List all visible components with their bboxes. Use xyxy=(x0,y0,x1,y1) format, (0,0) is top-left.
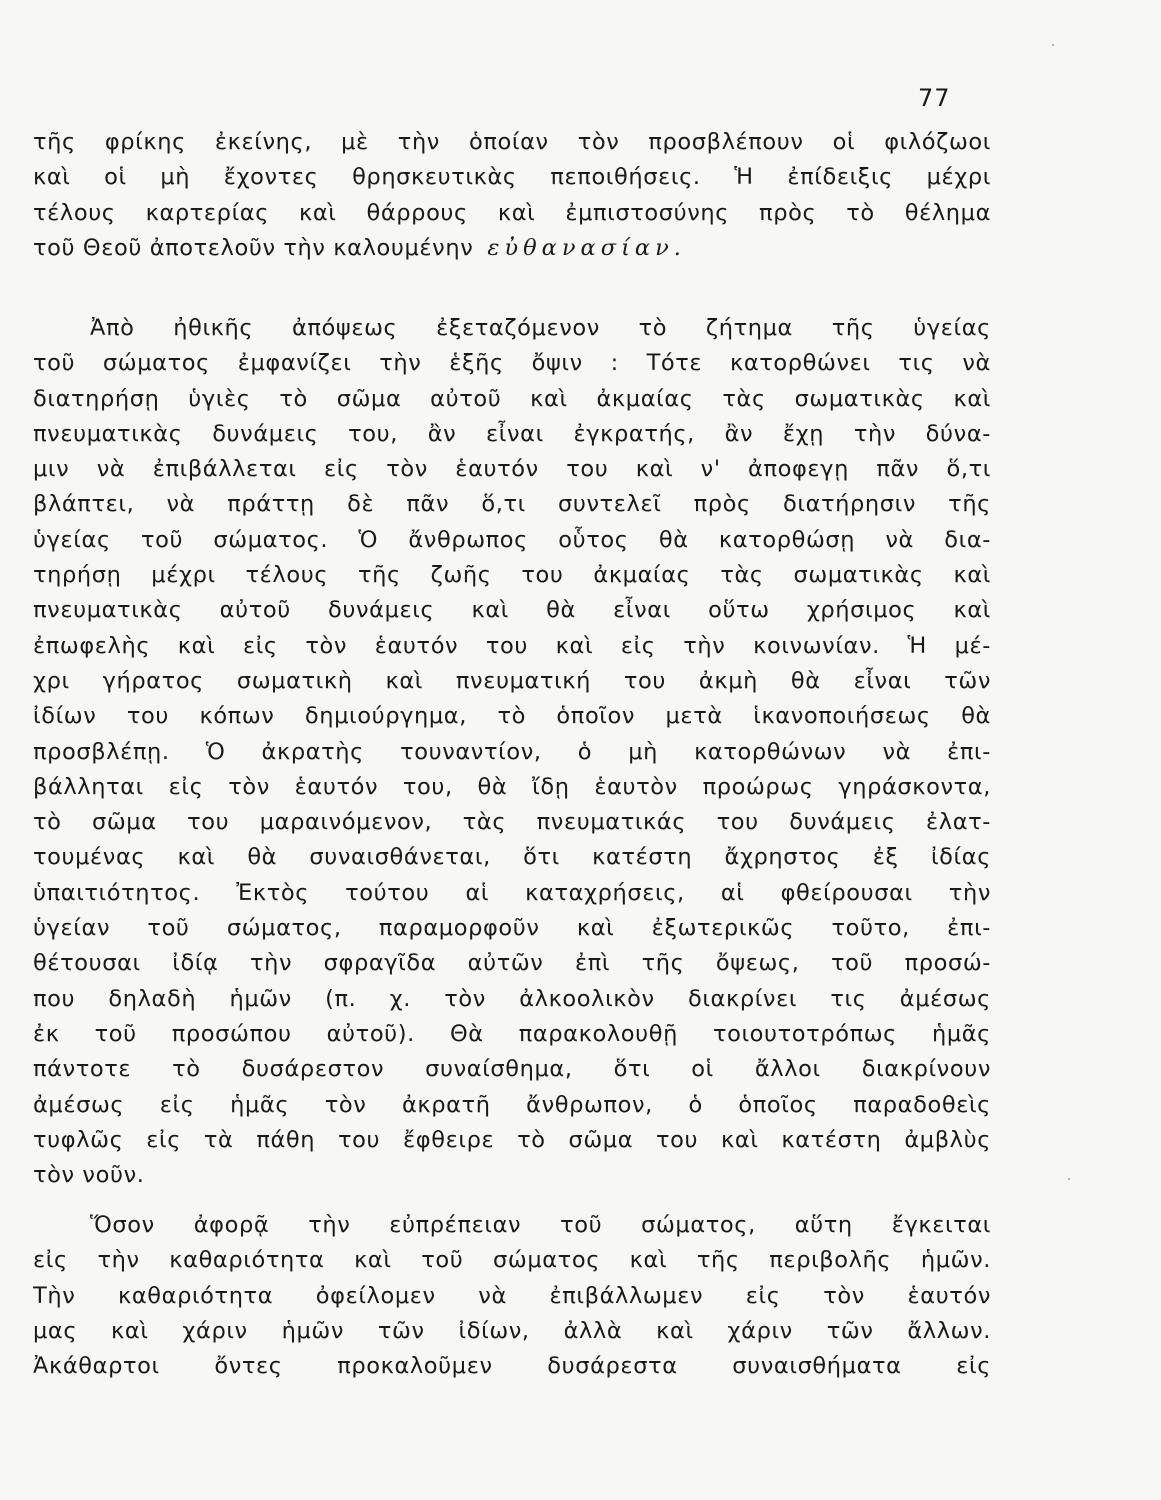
scan-speck xyxy=(1052,44,1054,46)
text-line: μιν νὰ ἐπιβάλλεται εἰς τὸν ἑαυτόν του καὶ ν' ἀποφεγῃ πᾶν ὅ,τι xyxy=(33,456,991,483)
text-line: ὑπαιτιότητος. Ἐκτὸς τούτου αἱ καταχρήσεις, αἱ φθείρουσαι τὴν xyxy=(33,879,991,906)
text-line: τέλους καρτερίας καὶ θάρρους καὶ ἐμπιστοσύνης πρὸς τὸ θέλημα xyxy=(33,199,991,226)
text-line: Ὅσον ἀφορᾷ τὴν εὐπρέπειαν τοῦ σώματος, αὕτη ἔγκειται xyxy=(90,1212,991,1238)
text-line: που δηλαδὴ ἡμῶν (π. χ. τὸν ἀλκοολικὸν διακρίνει τις ἀμέσως xyxy=(33,985,991,1012)
text-line: τηρήσῃ μέχρι τέλους τῆς ζωῆς του ἀκμαίας τὰς σωματικὰς καὶ xyxy=(33,562,991,589)
text-run: τοῦ Θεοῦ ἀποτελοῦν τὴν καλουμένην xyxy=(33,234,474,261)
text-line: ἀμέσως εἰς ἡμᾶς τὸν ἀκρατῆ ἄνθρωπον, ὁ ὁποῖος παραδοθεὶς xyxy=(33,1091,991,1118)
text-line: ὑγείας τοῦ σώματος. Ὁ ἄνθρωπος οὗτος θὰ κατορθώσῃ νὰ δια- xyxy=(33,526,991,553)
paragraph-2 xyxy=(33,311,991,1193)
text-line: βλάπτει, νὰ πράττῃ δὲ πᾶν ὅ,τι συντελεῖ πρὸς διατήρησιν τῆς xyxy=(33,491,991,518)
text-line: ἰδίων του κόπων δημιούργημα, τὸ ὁποῖον μετὰ ἱκανοποιήσεως θὰ xyxy=(33,703,991,730)
text-line: τουμένας καὶ θὰ συναισθάνεται, ὅτι κατέστη ἄχρηστος ἐξ ἰδίας xyxy=(33,844,991,871)
scan-speck xyxy=(1068,1178,1070,1180)
paragraph-3 xyxy=(33,1208,991,1384)
text-line: θέτουσαι ἰδίᾳ τὴν σφραγῖδα αὐτῶν ἐπὶ τῆς ὄψεως, τοῦ προσώ- xyxy=(33,950,991,977)
text-line: Ἀπὸ ἠθικῆς ἀπόψεως ἐξεταζόμενον τὸ ζήτημα τῆς ὑγείας xyxy=(90,315,991,341)
text-line-final: τὸν νοῦν. xyxy=(33,1162,145,1189)
text-line: προσβλέπῃ. Ὁ ἀκρατὴς τουναντίον, ὁ μὴ κατορθώνων νὰ ἐπι- xyxy=(33,738,991,765)
text-line: ἐκ τοῦ προσώπου αὐτοῦ). Θὰ παρακολουθῇ τοιουτοτρόπως ἡμᾶς xyxy=(33,1020,991,1047)
text-line: τοῦ σώματος ἐμφανίζει τὴν ἑξῆς ὄψιν : Τότε κατορθώνει τις νὰ xyxy=(33,350,991,377)
text-line: πάντοτε τὸ δυσάρεστον συναίσθημα, ὅτι οἱ ἄλλοι διακρίνουν xyxy=(33,1056,991,1083)
text-line: ἐπωφελὴς καὶ εἰς τὸν ἑαυτόν του καὶ εἰς τὴν κοινωνίαν. Ἡ μέ- xyxy=(33,632,991,659)
paragraph-1 xyxy=(33,125,991,266)
text-line: πνευματικὰς δυνάμεις του, ἂν εἶναι ἐγκρατής, ἂν ἔχῃ τὴν δύνα- xyxy=(33,420,991,447)
text-line: βάλληται εἰς τὸν ἑαυτόν του, θὰ ἴδῃ ἑαυτὸν προώρως γηράσκοντα, xyxy=(33,773,991,800)
text-line: διατηρήσῃ ὑγιὲς τὸ σῶμα αὐτοῦ καὶ ἀκμαίας τὰς σωματικὰς καὶ xyxy=(33,385,991,412)
text-line: πνευματικὰς αὐτοῦ δυνάμεις καὶ θὰ εἶναι οὕτω χρήσιμος καὶ xyxy=(33,597,991,624)
text-line: χρι γήρατος σωματικὴ καὶ πνευματική του ἀκμὴ θὰ εἶναι τῶν xyxy=(33,667,991,694)
text-line: καὶ οἱ μὴ ἔχοντες θρησκευτικὰς πεποιθήσεις. Ἡ ἐπίδειξις μέχρι xyxy=(33,164,991,191)
text-line: τὸ σῶμα του μαραινόμενον, τὰς πνευματικάς του δυνάμεις ἐλατ- xyxy=(33,809,991,836)
emphasized-term: εὐθανασίαν. xyxy=(487,234,686,261)
text-line: Ἀκάθαρτοι ὄντες προκαλοῦμεν δυσάρεστα συναισθήματα εἰς xyxy=(33,1353,991,1380)
text-line: τυφλῶς εἰς τὰ πάθη του ἔφθειρε τὸ σῶμα του καὶ κατέστη ἀμβλὺς xyxy=(33,1126,991,1153)
text-line: Τὴν καθαριότητα ὀφείλομεν νὰ ἐπιβάλλωμεν εἰς τὸν ἑαυτόν xyxy=(33,1282,991,1309)
page-number: 77 xyxy=(918,84,951,112)
text-line: εἰς τὴν καθαριότητα καὶ τοῦ σώματος καὶ τῆς περιβολῆς ἡμῶν. xyxy=(33,1247,991,1274)
text-line: ὑγείαν τοῦ σώματος, παραμορφοῦν καὶ ἐξωτερικῶς τοῦτο, ἐπι- xyxy=(33,915,991,942)
text-line-final xyxy=(33,231,991,266)
text-line: τῆς φρίκης ἐκείνης, μὲ τὴν ὁποίαν τὸν προσβλέπουν οἱ φιλόζωοι xyxy=(33,129,991,155)
text-line: μας καὶ χάριν ἡμῶν τῶν ἰδίων, ἀλλὰ καὶ χάριν τῶν ἄλλων. xyxy=(33,1317,991,1344)
